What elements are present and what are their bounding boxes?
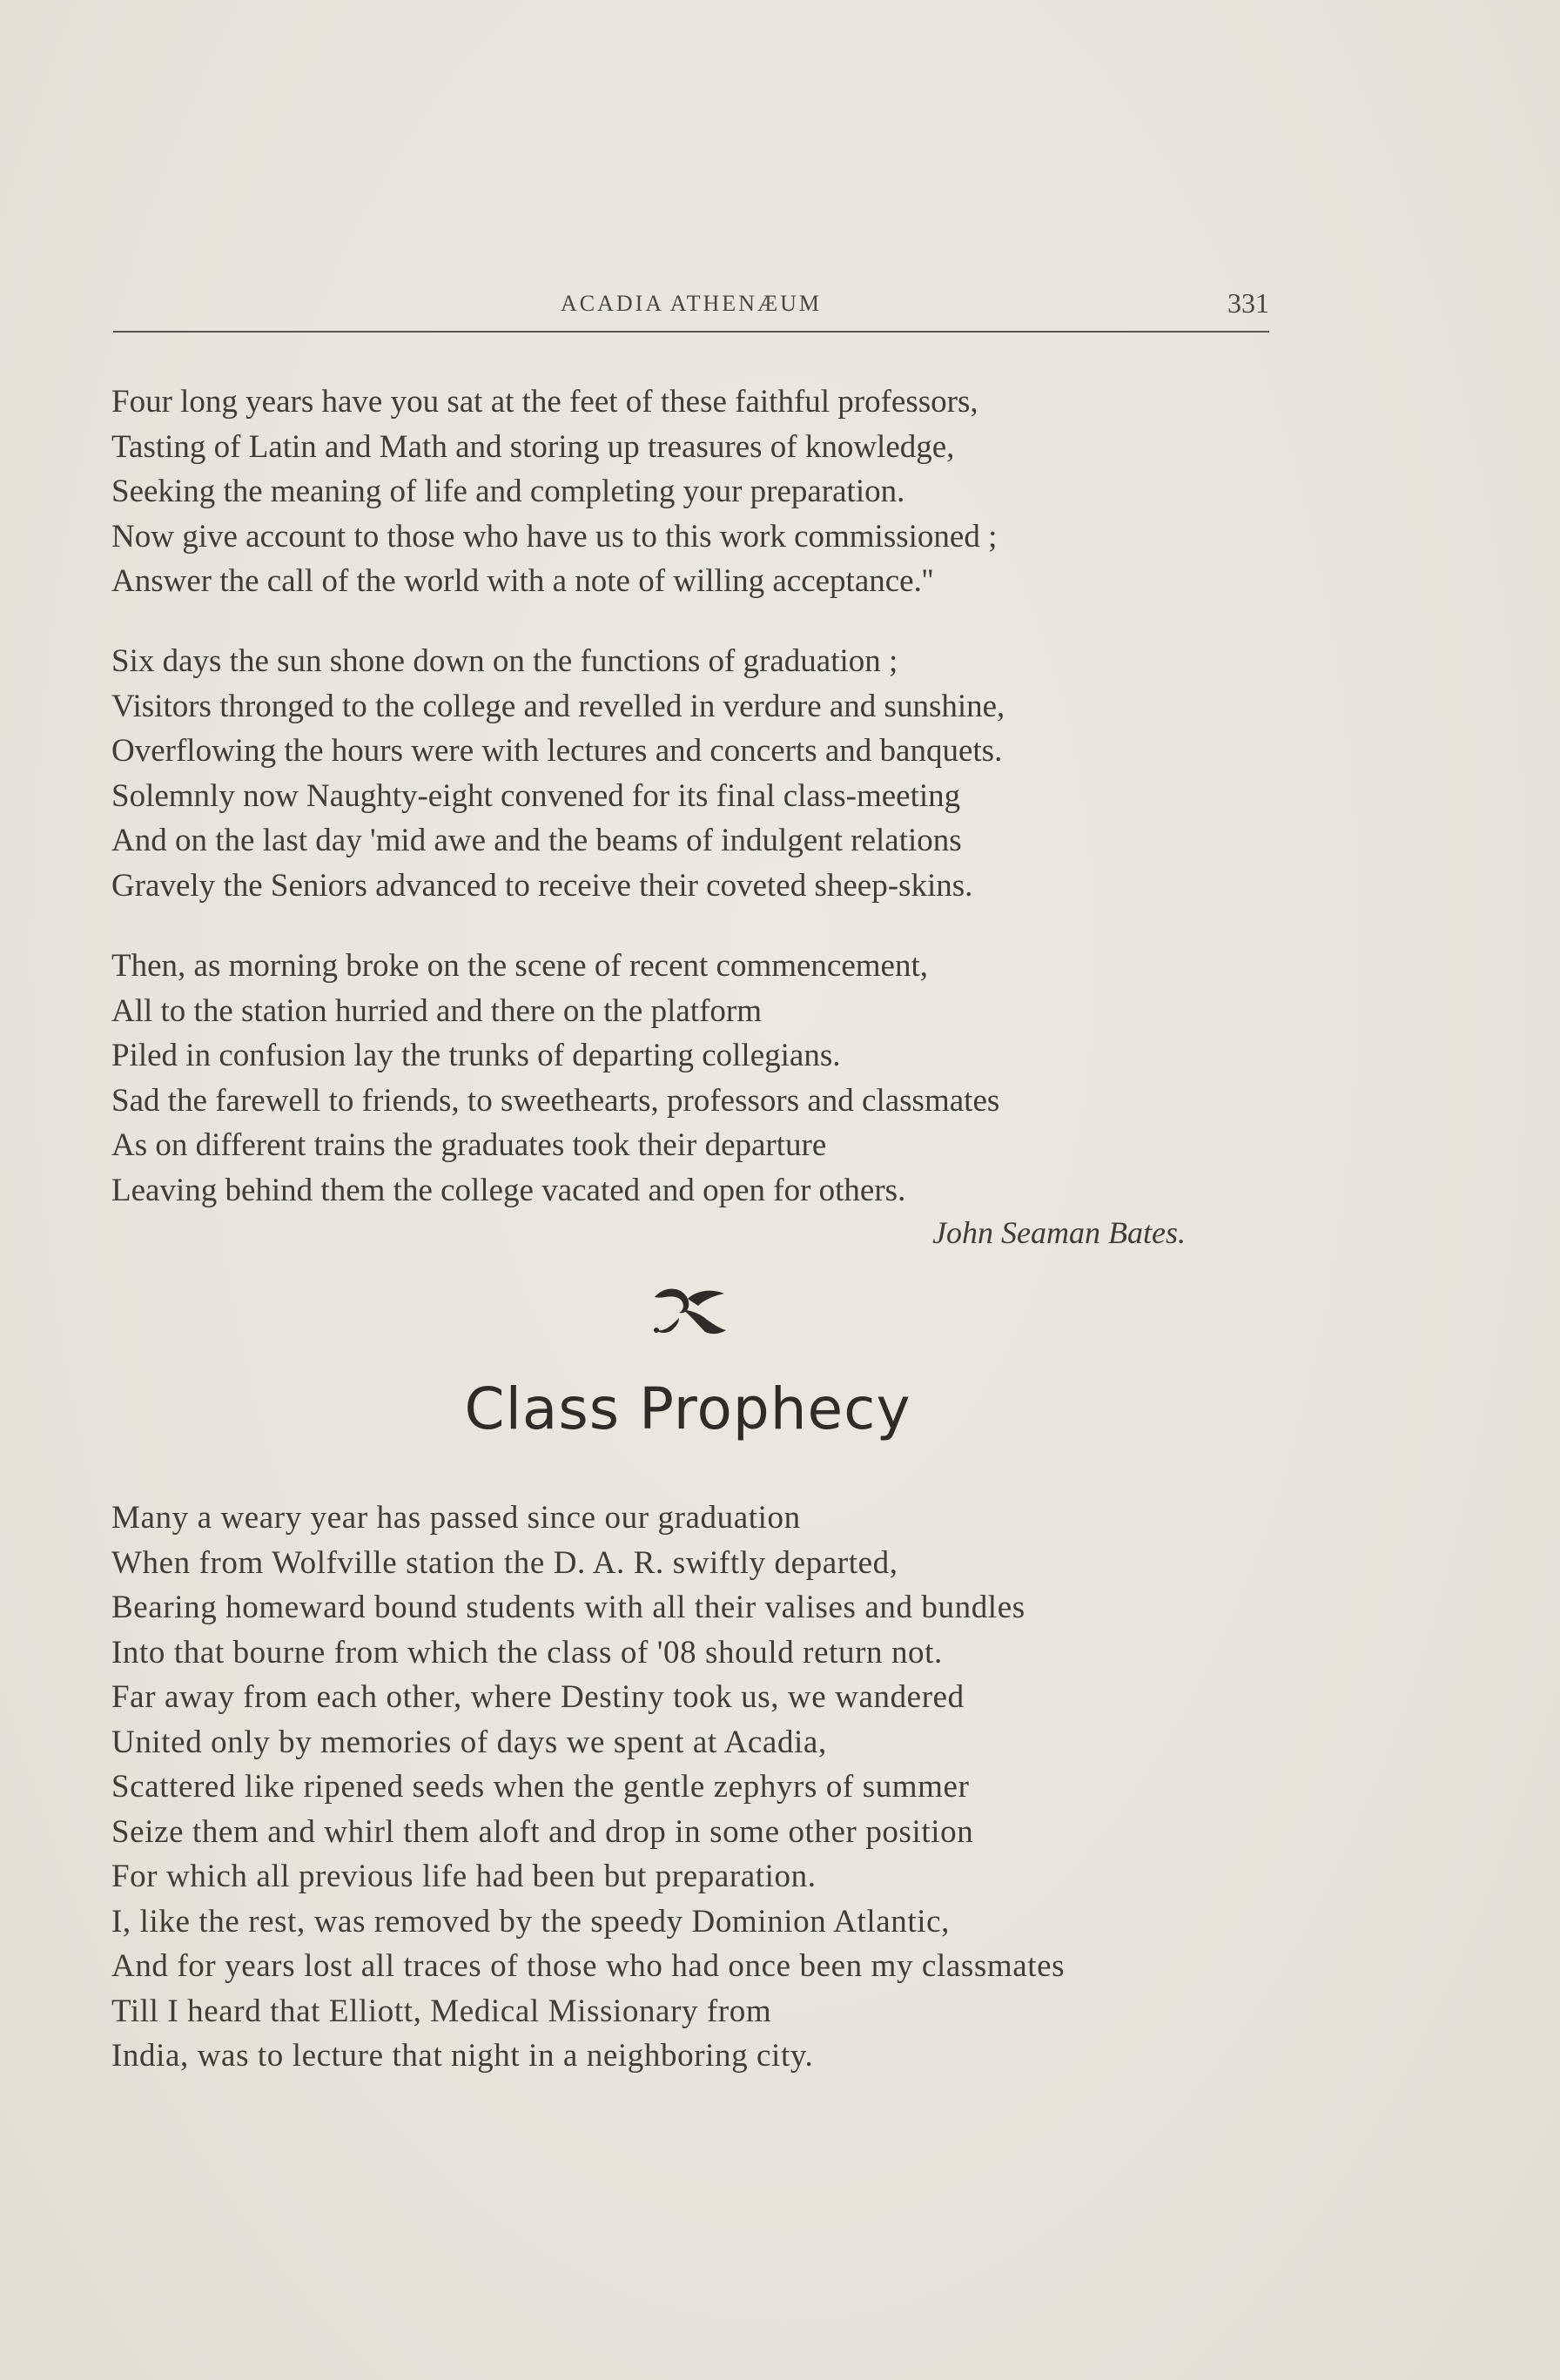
prophecy-line: Seize them and whirl them aloft and drop in some other position <box>111 1813 974 1850</box>
poem-line: Visitors thronged to the college and revelled in verdure and sunshine, <box>111 688 1005 724</box>
poem-line: Sad the farewell to friends, to sweethearts, professors and classmates <box>111 1082 1000 1119</box>
poem-line: And on the last day 'mid awe and the beams of indulgent relations <box>111 823 962 858</box>
poem-stanza-3 <box>111 944 1295 1213</box>
poem-line: Now give account to those who have us to this work commissioned ; <box>111 518 998 555</box>
prophecy-line: Into that bourne from which the class of '08 should return not. <box>111 1634 943 1671</box>
prophecy-line: India, was to lecture that night in a neighboring city. <box>111 2038 814 2074</box>
prophecy-line: Far away from each other, where Destiny took us, we wandered <box>111 1679 965 1715</box>
poem-line: Four long years have you sat at the feet of these faithful professors, <box>111 384 978 420</box>
prophecy-line: Many a weary year has passed since our graduation <box>111 1500 801 1536</box>
poem-stanza-1 <box>111 380 1295 604</box>
poem-line: Then, as morning broke on the scene of recent commencement, <box>111 948 929 984</box>
poem-signature: John Seaman Bates. <box>932 1215 1186 1250</box>
poem-line: Piled in confusion lay the trunks of departing collegians. <box>111 1038 841 1073</box>
page-header <box>113 286 1269 333</box>
poem-line: All to the station hurried and there on the platform <box>111 992 762 1029</box>
running-title: ACADIA ATHENÆUM <box>561 291 822 316</box>
fleuron-ornament-icon <box>648 1280 731 1341</box>
prophecy-line: United only by memories of days we spent at Acadia, <box>111 1724 827 1760</box>
prophecy-line: For which all previous life had been but preparation. <box>111 1859 817 1894</box>
poem-line: Leaving behind them the college vacated and open for others. <box>111 1172 906 1208</box>
section-title: Class Prophecy <box>464 1375 911 1442</box>
poem-line: Solemnly now Naughty-eight convened for its final class-meeting <box>111 777 961 814</box>
prophecy-line: I, like the rest, was removed by the speedy Dominion Atlantic, <box>111 1903 951 1940</box>
prophecy-line: And for years lost all traces of those who had once been my classmates <box>111 1948 1066 1984</box>
poem-line: Seeking the meaning of life and completing your preparation. <box>111 474 905 509</box>
poem-line: Overflowing the hours were with lectures and concerts and banquets. <box>111 733 1003 769</box>
poem-line: Six days the sun shone down on the functions of graduation ; <box>111 643 898 679</box>
poem-line: Tasting of Latin and Math and storing up treasures of knowledge, <box>111 428 955 465</box>
prophecy-line: Till I heard that Elliott, Medical Missionary from <box>111 1993 772 2029</box>
poem-line: Answer the call of the world with a note of willing acceptance.'' <box>111 563 934 599</box>
page-number: 331 <box>1227 287 1269 319</box>
prophecy-line: Scattered like ripened seeds when the gentle zephyrs of summer <box>111 1769 970 1805</box>
poem-line: Gravely the Seniors advanced to receive their coveted sheep-skins. <box>111 867 973 904</box>
poem-stanza-2 <box>111 639 1295 908</box>
poem-line: As on different trains the graduates took their departure <box>111 1127 827 1163</box>
prophecy-stanza <box>111 1496 1295 2079</box>
prophecy-line: When from Wolfville station the D. A. R. swiftly departed, <box>111 1544 898 1581</box>
prophecy-line: Bearing homeward bound students with all their valises and bundles <box>111 1590 1025 1625</box>
